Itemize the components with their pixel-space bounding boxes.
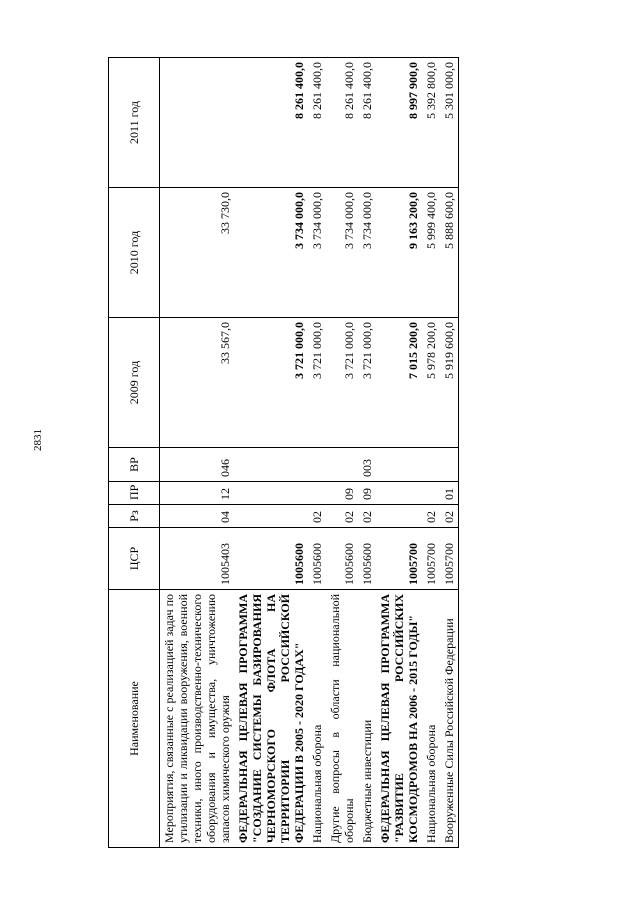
row-2010: 3 734 000,0 — [234, 188, 308, 318]
row-csr: 1005600 — [358, 528, 376, 590]
row-csr: 1005700 — [422, 528, 440, 590]
page-number: 2831 — [32, 429, 44, 451]
row-name: ФЕДЕРАЛЬНАЯ ЦЕЛЕВАЯ ПРОГРАММА "РАЗВИТИЕ РОССИЙСКИХ КОСМОДРОМОВ НА 2006 - 2015 ГОДЫ" — [376, 590, 422, 848]
row-2010: 3 734 000,0 — [308, 188, 326, 318]
row-csr: 1005600 — [308, 528, 326, 590]
budget-table — [108, 57, 459, 848]
row-name: Другие вопросы в области национальной обороны — [326, 590, 358, 848]
row-2011: 8 261 400,0 — [326, 58, 358, 188]
row-2010: 5 999 400,0 — [422, 188, 440, 318]
table-row — [376, 58, 422, 848]
row-csr: 1005700 — [376, 528, 422, 590]
row-vr — [422, 448, 440, 482]
table-row — [358, 58, 376, 848]
rotated-page — [108, 58, 558, 848]
row-pr: 01 — [440, 482, 459, 505]
row-rz: 02 — [326, 505, 358, 528]
row-2011: 8 261 400,0 — [308, 58, 326, 188]
row-2009: 5 978 200,0 — [422, 318, 440, 448]
row-vr — [376, 448, 422, 482]
row-name: Национальная оборона — [308, 590, 326, 848]
row-vr — [234, 448, 308, 482]
row-name: Национальная оборона — [422, 590, 440, 848]
table-row — [160, 58, 235, 848]
table-row — [440, 58, 459, 848]
table-row — [234, 58, 308, 848]
row-2011: 8 261 400,0 — [234, 58, 308, 188]
row-vr: 003 — [358, 448, 376, 482]
row-2011: 8 261 400,0 — [358, 58, 376, 188]
row-csr: 1005700 — [440, 528, 459, 590]
row-rz — [234, 505, 308, 528]
row-csr: 1005600 — [234, 528, 308, 590]
table-row — [308, 58, 326, 848]
row-rz: 02 — [358, 505, 376, 528]
row-pr: 09 — [358, 482, 376, 505]
row-pr — [422, 482, 440, 505]
row-rz: 02 — [440, 505, 459, 528]
row-name: Бюджетные инвестиции — [358, 590, 376, 848]
row-2009: 3 721 000,0 — [358, 318, 376, 448]
header-pr: ПР — [109, 482, 160, 505]
row-2010: 3 734 000,0 — [358, 188, 376, 318]
row-csr: 1005403 — [160, 528, 235, 590]
row-2011 — [160, 58, 235, 188]
row-vr — [308, 448, 326, 482]
row-2009: 3 721 000,0 — [234, 318, 308, 448]
header-rz: Рз — [109, 505, 160, 528]
header-row — [109, 58, 160, 848]
row-2010: 9 163 200,0 — [376, 188, 422, 318]
row-2009: 7 015 200,0 — [376, 318, 422, 448]
row-2010: 5 888 600,0 — [440, 188, 459, 318]
header-csr: ЦСР — [109, 528, 160, 590]
header-vr: ВР — [109, 448, 160, 482]
row-name: Вооруженные Силы Российской Федерации — [440, 590, 459, 848]
header-2010: 2010 год — [109, 188, 160, 318]
row-2009: 33 567,0 — [160, 318, 235, 448]
row-2009: 5 919 600,0 — [440, 318, 459, 448]
row-pr: 12 — [160, 482, 235, 505]
row-2010: 33 730,0 — [160, 188, 235, 318]
row-rz — [376, 505, 422, 528]
row-name: Мероприятия, связанные с реализацией задач по утилизации и ликвидации вооружения, военной техники, иного производственно-технического оборудования и имущества, уничтожению запасов химического оружия — [160, 590, 235, 848]
row-vr — [440, 448, 459, 482]
header-name: Наименование — [109, 590, 160, 848]
row-2011: 8 997 900,0 — [376, 58, 422, 188]
row-pr — [234, 482, 308, 505]
row-vr: 046 — [160, 448, 235, 482]
row-2009: 3 721 000,0 — [308, 318, 326, 448]
table-row — [422, 58, 440, 848]
row-pr — [376, 482, 422, 505]
row-pr — [308, 482, 326, 505]
row-2011: 5 392 800,0 — [422, 58, 440, 188]
row-vr — [326, 448, 358, 482]
table-row — [326, 58, 358, 848]
header-2011: 2011 год — [109, 58, 160, 188]
row-pr: 09 — [326, 482, 358, 505]
row-2011: 5 301 000,0 — [440, 58, 459, 188]
row-rz: 02 — [308, 505, 326, 528]
row-rz: 02 — [422, 505, 440, 528]
row-2010: 3 734 000,0 — [326, 188, 358, 318]
row-rz: 04 — [160, 505, 235, 528]
header-2009: 2009 год — [109, 318, 160, 448]
row-2009: 3 721 000,0 — [326, 318, 358, 448]
row-name: ФЕДЕРАЛЬНАЯ ЦЕЛЕВАЯ ПРОГРАММА "СОЗДАНИЕ СИСТЕМЫ БАЗИРОВАНИЯ ЧЕРНОМОРСКОГО ФЛОТА НА ТЕРРИТОРИИ РОССИЙСКОЙ ФЕДЕРАЦИИ В 2005 - 2020 ГОДАХ" — [234, 590, 308, 848]
row-csr: 1005600 — [326, 528, 358, 590]
